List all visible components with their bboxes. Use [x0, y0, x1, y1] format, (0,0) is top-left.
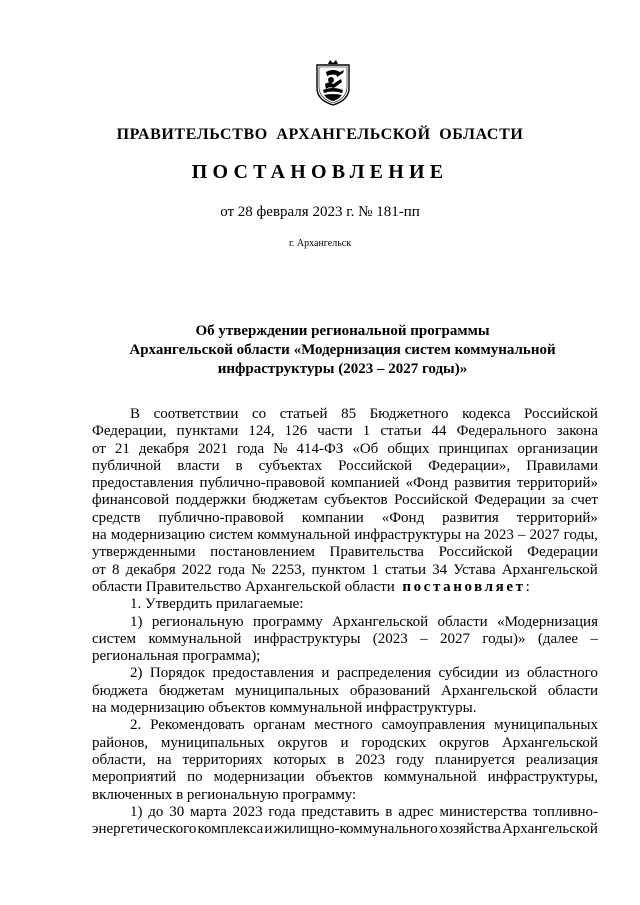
- word: местного: [314, 717, 373, 734]
- word: «Фонд: [405, 475, 449, 492]
- word: пунктами: [176, 423, 239, 440]
- justified-line: [92, 475, 598, 492]
- word: мероприятий: [92, 769, 177, 786]
- word: марта: [190, 803, 227, 820]
- justified-line: [92, 527, 598, 544]
- word: коммунальной: [257, 527, 351, 544]
- document-title: [100, 322, 585, 379]
- justified-line: [92, 441, 598, 458]
- word: Архангельской: [332, 613, 429, 630]
- word: 1: [371, 561, 379, 578]
- word: Правилами: [526, 457, 598, 474]
- word: 2027: [440, 630, 471, 647]
- word: хозяйства: [438, 821, 501, 838]
- word: 1: [362, 423, 371, 440]
- word: средств: [92, 509, 141, 526]
- word: инфраструктуры,: [487, 769, 598, 786]
- word: от: [92, 561, 106, 578]
- word: муниципальных: [494, 717, 598, 734]
- word: части: [317, 423, 353, 440]
- word: районов,: [92, 734, 149, 751]
- title-line: Об утверждении региональной программы: [195, 323, 490, 339]
- title-line: инфраструктуры (2023 – 2027 годы)»: [217, 361, 468, 377]
- word: 2022: [181, 561, 212, 578]
- word: бюджетам: [158, 682, 225, 699]
- word: за: [551, 492, 565, 509]
- word: компании: [301, 509, 364, 526]
- word: (далее: [537, 630, 579, 647]
- word: 85: [341, 406, 357, 422]
- word: до: [148, 803, 164, 820]
- word: года: [217, 561, 246, 578]
- justified-line: [92, 665, 598, 682]
- word: объектов: [315, 769, 373, 786]
- word: В: [130, 406, 141, 422]
- justified-line: [92, 735, 598, 752]
- word: 126: [284, 423, 308, 440]
- word: предоставления: [92, 475, 194, 492]
- word: развития: [442, 509, 499, 526]
- word: годы)»: [482, 630, 526, 647]
- word: 2.: [130, 717, 142, 734]
- item-1-1-last: региональная программа);: [92, 648, 261, 665]
- word: финансовой: [92, 492, 170, 509]
- word: (2023: [372, 630, 408, 647]
- word: Федерации: [474, 492, 546, 509]
- justified-line: [92, 406, 598, 423]
- word: области: [547, 682, 598, 699]
- word: №: [273, 440, 288, 457]
- word: бюджета: [92, 682, 148, 699]
- word: от: [92, 440, 106, 457]
- word: округов: [439, 734, 490, 751]
- resolves-colon: :: [525, 578, 530, 595]
- word: Российской: [338, 457, 413, 474]
- word: программу: [252, 613, 323, 630]
- word: бюджетам: [252, 492, 318, 509]
- word: «Фонд: [381, 509, 425, 526]
- word: 21: [114, 440, 130, 457]
- word: модернизации: [213, 769, 305, 786]
- justified-line: [92, 717, 598, 734]
- word: на: [465, 527, 480, 544]
- word: муниципальных: [160, 734, 265, 751]
- word: 34: [432, 561, 448, 578]
- word: Архангельской: [501, 734, 598, 751]
- word: Российской: [438, 544, 513, 561]
- word: счет: [570, 492, 598, 509]
- word: муниципальных: [235, 682, 339, 699]
- justified-line: [92, 752, 598, 769]
- word: развития: [454, 475, 511, 492]
- word: 2023: [232, 803, 263, 820]
- document-city: г. Архангельск: [288, 238, 352, 249]
- justified-line: [92, 683, 598, 700]
- word: систем: [92, 630, 137, 647]
- word: областного: [526, 665, 598, 682]
- word: субсидии: [438, 665, 499, 682]
- word: 2023: [355, 751, 386, 768]
- word: организации: [517, 440, 598, 457]
- word: коммунальной: [148, 630, 242, 647]
- word: Архангельской: [501, 821, 598, 838]
- word: №: [251, 561, 266, 578]
- word: Правительства: [329, 544, 424, 561]
- title-line: Архангельской области «Модернизация систем коммунальной: [129, 342, 556, 358]
- justified-line: [92, 423, 598, 440]
- word: компанией: [330, 475, 400, 492]
- word: закона: [556, 423, 598, 440]
- word: округов: [277, 734, 328, 751]
- word: субъектов: [324, 492, 388, 509]
- preamble-last-text: области Правительство Архангельской области: [92, 578, 395, 595]
- word: «Об: [352, 440, 379, 457]
- word: городских: [361, 734, 427, 751]
- word: статьей: [279, 406, 328, 422]
- word: и: [264, 821, 273, 838]
- document-date-number: от 28 февраля 2023 г. № 181-пп: [220, 204, 420, 220]
- preamble: [92, 406, 598, 596]
- word: статьи: [380, 423, 422, 440]
- word: которых: [273, 751, 327, 768]
- word: 2): [130, 665, 143, 682]
- word: 124,: [248, 423, 275, 440]
- word: территорий»: [516, 475, 598, 492]
- word: органам: [253, 717, 306, 734]
- word: пунктом: [311, 561, 366, 578]
- item-1-2-last: на модернизацию объектов коммунальной инфраструктуры.: [92, 700, 477, 717]
- justified-line: [92, 458, 598, 475]
- word: года: [236, 440, 265, 457]
- word: в: [385, 803, 393, 820]
- word: коммунальной: [383, 769, 477, 786]
- word: Российской: [394, 492, 469, 509]
- word: –: [517, 527, 526, 544]
- resolves-word: постановляет: [402, 578, 526, 595]
- word: со: [251, 406, 267, 422]
- word: публично-правовой: [199, 475, 325, 492]
- justified-line: [92, 769, 598, 786]
- word: 1): [130, 803, 143, 820]
- word: 414-ФЗ: [296, 440, 344, 457]
- coat-of-arms-emblem: [314, 60, 352, 106]
- word: комплекса: [197, 821, 264, 838]
- word: области: [437, 613, 488, 630]
- item-1: 1. Утвердить прилагаемые:: [130, 596, 304, 613]
- word: энергетического: [92, 821, 197, 838]
- item-2-last: включенных в региональную программу:: [92, 786, 357, 803]
- word: предоставления: [212, 665, 314, 682]
- word: субъектах: [258, 457, 323, 474]
- justified-line: [92, 821, 598, 838]
- word: поддержки: [175, 492, 246, 509]
- word: систем: [209, 527, 254, 544]
- word: кодекса: [462, 406, 511, 422]
- word: –: [590, 630, 598, 647]
- document-body: [92, 406, 598, 838]
- word: постановлением: [210, 544, 315, 561]
- word: территориях: [182, 751, 263, 768]
- word: реализация: [525, 751, 598, 768]
- word: «Модернизация: [497, 613, 598, 630]
- word: соответствии: [153, 406, 239, 422]
- word: 2021: [197, 440, 228, 457]
- word: Федерации,: [92, 423, 167, 440]
- word: на: [92, 527, 107, 544]
- word: из: [505, 665, 520, 682]
- word: территорий»: [516, 509, 598, 526]
- word: адрес: [398, 803, 434, 820]
- word: Федерального: [456, 423, 547, 440]
- word: образований: [349, 682, 431, 699]
- word: и: [321, 665, 330, 682]
- word: утвержденными: [92, 544, 196, 561]
- word: году: [396, 751, 425, 768]
- word: Устава: [453, 561, 496, 578]
- preamble-last-line: [92, 579, 598, 596]
- word: модернизацию: [110, 527, 206, 544]
- word: планируется: [435, 751, 515, 768]
- word: инфраструктуры: [354, 527, 461, 544]
- document-type: ПОСТАНОВЛЕНИЕ: [191, 161, 449, 183]
- government-name: ПРАВИТЕЛЬСТВО АРХАНГЕЛЬСКОЙ ОБЛАСТИ: [116, 126, 524, 143]
- word: Российской: [524, 406, 598, 422]
- word: 44: [431, 423, 447, 440]
- justified-line: [92, 614, 598, 631]
- word: власти: [177, 457, 220, 474]
- word: статьи: [384, 561, 427, 578]
- word: декабря: [138, 440, 189, 457]
- word: 2027: [529, 527, 560, 544]
- word: 1): [130, 613, 143, 630]
- word: региональную: [151, 613, 244, 630]
- word: инфраструктуры: [253, 630, 361, 647]
- justified-line: [92, 631, 598, 648]
- word: общих: [387, 440, 430, 457]
- word: публичной: [92, 457, 162, 474]
- word: жилищно-коммунального: [273, 821, 438, 838]
- justified-line: [92, 804, 598, 821]
- word: принципах: [438, 440, 509, 457]
- word: Федерации: [527, 544, 598, 561]
- word: года: [268, 803, 296, 820]
- word: годы,: [563, 527, 598, 544]
- word: Федерации»,: [428, 457, 511, 474]
- word: Порядок: [149, 665, 206, 682]
- word: Архангельской: [440, 682, 537, 699]
- justified-line: [92, 492, 598, 509]
- word: публично-правовой: [158, 509, 284, 526]
- word: Бюджетного: [369, 406, 449, 422]
- word: Архангельской: [501, 561, 598, 578]
- word: представить: [301, 803, 380, 820]
- word: в: [337, 751, 345, 768]
- word: распределения: [336, 665, 432, 682]
- word: министерства: [439, 803, 528, 820]
- justified-line: [92, 510, 598, 527]
- word: 8: [111, 561, 120, 578]
- justified-line: [92, 562, 598, 579]
- word: топливно-: [532, 803, 598, 820]
- justified-line: [92, 544, 598, 561]
- word: на: [156, 751, 172, 768]
- word: 2253,: [271, 561, 306, 578]
- word: и: [340, 734, 349, 751]
- word: в: [235, 457, 243, 474]
- word: 30: [169, 803, 185, 820]
- word: –: [420, 630, 428, 647]
- word: самоуправления: [381, 717, 486, 734]
- word: по: [187, 769, 203, 786]
- word: области,: [92, 751, 146, 768]
- word: 2023: [483, 527, 514, 544]
- word: декабря: [125, 561, 176, 578]
- word: Рекомендовать: [150, 717, 245, 734]
